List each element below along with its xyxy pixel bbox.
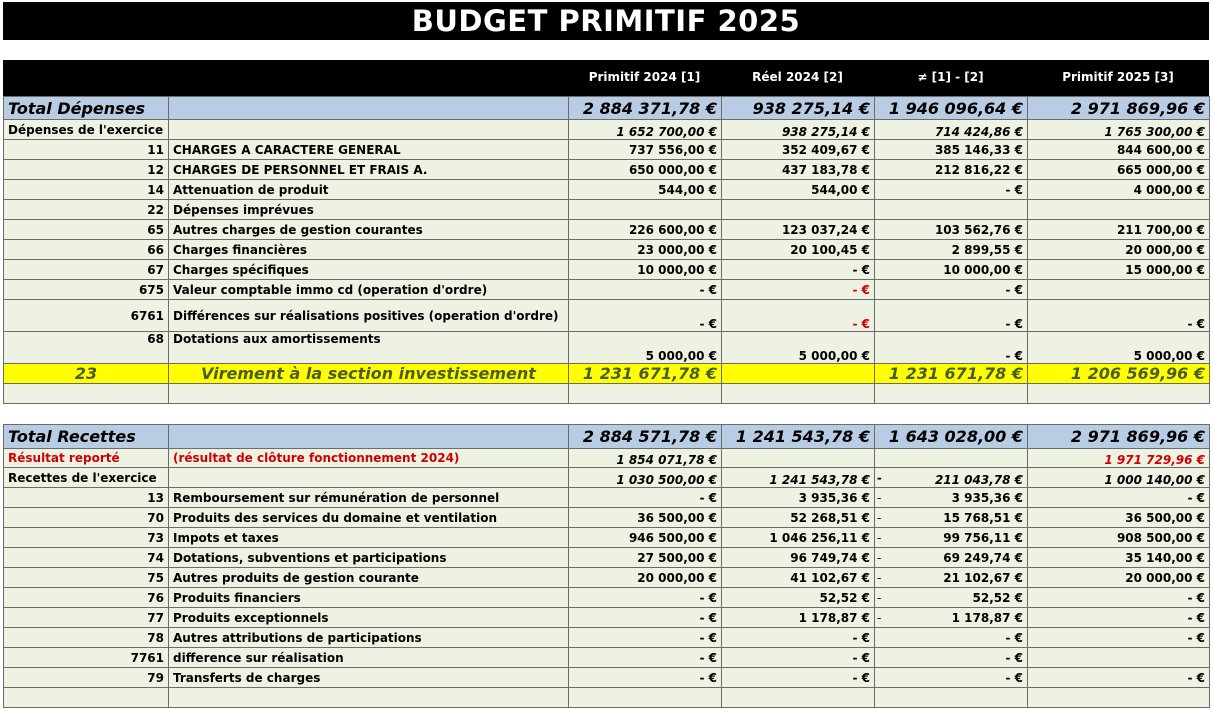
virement-reel-2024	[722, 364, 875, 384]
amount-text: 20 000,00 €	[637, 570, 717, 585]
amount-primitif-2024	[569, 548, 722, 568]
recettes-exercice-reel-2024	[722, 468, 875, 488]
amount-difference: 10 000,00 €	[875, 260, 1028, 280]
account-code: 11	[4, 140, 169, 160]
depenses-total-row	[4, 97, 1210, 120]
account-label: Différences sur réalisations positives (operation d'ordre)	[169, 300, 569, 332]
recette-row-77	[4, 608, 1210, 628]
recette-row-78	[4, 628, 1210, 648]
depense-row-65	[4, 220, 1210, 240]
amount-difference	[875, 568, 1028, 588]
amount-text: - €	[1187, 490, 1205, 505]
amount-reel-2024: 5 000,00 €	[722, 332, 875, 364]
amount-text: - €	[699, 610, 717, 625]
amount-primitif-2024: 544,00 €	[569, 180, 722, 200]
negative-marker: -	[877, 611, 882, 625]
total-depenses-primitif-2024: 2 884 371,78 €	[569, 97, 722, 120]
account-code: 68	[4, 332, 169, 364]
account-code: 78	[4, 628, 169, 648]
recette-row-79	[4, 668, 1210, 688]
col-header-reel-2024: Réel 2024 [2]	[752, 70, 843, 84]
amount-primitif-2025	[1028, 528, 1210, 548]
amount-primitif-2025: 15 000,00 €	[1028, 260, 1210, 280]
amount-text: - €	[699, 670, 717, 685]
virement-primitif-2024: 1 231 671,78 €	[569, 364, 722, 384]
amount-text: - €	[1005, 630, 1023, 645]
amount-difference	[875, 628, 1028, 648]
empty-cell	[4, 384, 169, 404]
amount-primitif-2025	[1028, 488, 1210, 508]
amount-difference: 103 562,76 €	[875, 220, 1028, 240]
account-code: 75	[4, 568, 169, 588]
account-code: 6761	[4, 300, 169, 332]
amount-text: 3 935,36 €	[798, 490, 870, 505]
amount-reel-2024: 437 183,78 €	[722, 160, 875, 180]
amount-reel-2024	[722, 528, 875, 548]
negative-marker: -	[877, 531, 882, 545]
account-label: Remboursement sur rémunération de personnel	[169, 488, 569, 508]
col-header-difference: ≠ [1] - [2]	[917, 70, 984, 84]
negative-marker: -	[877, 491, 882, 505]
amount-primitif-2024	[569, 628, 722, 648]
amount-primitif-2025	[1028, 200, 1210, 220]
amount-primitif-2024: 650 000,00 €	[569, 160, 722, 180]
amount-text: 1 046 256,11 €	[769, 530, 870, 545]
account-code: 7761	[4, 648, 169, 668]
empty-cell	[722, 384, 875, 404]
account-code: 65	[4, 220, 169, 240]
amount-primitif-2025: 665 000,00 €	[1028, 160, 1210, 180]
amount-text: 52 268,51 €	[790, 510, 870, 525]
amount-text: - €	[1187, 670, 1205, 685]
amount-reel-2024	[722, 648, 875, 668]
empty-cell	[169, 688, 569, 708]
depense-row-22	[4, 200, 1210, 220]
amount-text: 52,52 €	[972, 590, 1023, 605]
recette-row-74	[4, 548, 1210, 568]
amount-reel-2024	[722, 628, 875, 648]
total-recettes-difference: 1 643 028,00 €	[875, 425, 1028, 449]
amount-difference: 212 816,22 €	[875, 160, 1028, 180]
empty-cell	[4, 688, 169, 708]
amount-reel-2024	[722, 668, 875, 688]
amount-primitif-2025: - €	[1028, 300, 1210, 332]
amount-text: - €	[699, 630, 717, 645]
account-label: Produits exceptionnels	[169, 608, 569, 628]
amount-reel-2024	[722, 568, 875, 588]
amount-text: - €	[1187, 590, 1205, 605]
account-code: 66	[4, 240, 169, 260]
account-label: Charges financières	[169, 240, 569, 260]
account-label: difference sur réalisation	[169, 648, 569, 668]
empty-cell	[1028, 384, 1210, 404]
page-title: BUDGET PRIMITIF 2025	[3, 2, 1209, 40]
amount-difference: - €	[875, 332, 1028, 364]
negative-marker: -	[877, 551, 882, 565]
amount-difference	[875, 608, 1028, 628]
empty-cell	[569, 688, 722, 708]
amount-primitif-2024	[569, 200, 722, 220]
recette-row-13	[4, 488, 1210, 508]
account-label: Impots et taxes	[169, 528, 569, 548]
recettes-exercice-label: Recettes de l'exercice	[4, 468, 169, 488]
account-label: Autres attributions de participations	[169, 628, 569, 648]
account-label: Charges spécifiques	[169, 260, 569, 280]
amount-primitif-2024: - €	[569, 280, 722, 300]
account-code: 67	[4, 260, 169, 280]
empty-cell	[169, 120, 569, 140]
amount-text: 52,52 €	[819, 590, 870, 605]
column-header-band	[3, 60, 1209, 96]
depense-row-6761	[4, 300, 1210, 332]
depense-row-11	[4, 140, 1210, 160]
resultat-reporte-note: (résultat de clôture fonctionnement 2024)	[169, 449, 569, 468]
amount-primitif-2024	[569, 508, 722, 528]
amount-difference: - €	[875, 280, 1028, 300]
recettes-exercice-difference	[875, 468, 1028, 488]
resultat-reporte-row	[4, 449, 1210, 468]
amount-text: - €	[852, 670, 870, 685]
amount-primitif-2025	[1028, 568, 1210, 588]
negative-marker: -	[877, 511, 882, 525]
amount-text: 69 249,74 €	[943, 550, 1023, 565]
depense-row-67	[4, 260, 1210, 280]
account-label: Autres charges de gestion courantes	[169, 220, 569, 240]
depenses-exercice-difference: 714 424,86 €	[875, 120, 1028, 140]
amount-difference	[875, 488, 1028, 508]
amount-text: - €	[852, 630, 870, 645]
amount-text: 1 030 500,00 €	[616, 473, 717, 487]
depenses-exercice-label: Dépenses de l'exercice	[4, 120, 169, 140]
depense-row-68	[4, 332, 1210, 364]
amount-primitif-2025	[1028, 608, 1210, 628]
empty-cell	[569, 384, 722, 404]
amount-reel-2024	[722, 608, 875, 628]
amount-text: - €	[852, 650, 870, 665]
amount-primitif-2025: 844 600,00 €	[1028, 140, 1210, 160]
amount-reel-2024: 20 100,45 €	[722, 240, 875, 260]
amount-difference	[875, 648, 1028, 668]
account-code: 73	[4, 528, 169, 548]
amount-primitif-2024: 5 000,00 €	[569, 332, 722, 364]
virement-difference: 1 231 671,78 €	[875, 364, 1028, 384]
depenses-exercice-primitif-2024: 1 652 700,00 €	[569, 120, 722, 140]
recettes-exercice-primitif-2025	[1028, 468, 1210, 488]
virement-row	[4, 364, 1210, 384]
account-code: 12	[4, 160, 169, 180]
total-recettes-label: Total Recettes	[4, 425, 169, 449]
amount-primitif-2025	[1028, 668, 1210, 688]
amount-text: - €	[699, 650, 717, 665]
account-code: 14	[4, 180, 169, 200]
amount-reel-2024: - €	[722, 280, 875, 300]
amount-primitif-2025: 211 700,00 €	[1028, 220, 1210, 240]
amount-difference	[875, 528, 1028, 548]
empty-cell	[169, 384, 569, 404]
amount-text: 1 178,87 €	[951, 610, 1023, 625]
amount-primitif-2025	[1028, 628, 1210, 648]
recette-row-76	[4, 588, 1210, 608]
account-code: 675	[4, 280, 169, 300]
depenses-exercice-reel-2024: 938 275,14 €	[722, 120, 875, 140]
empty-row	[4, 688, 1210, 708]
amount-reel-2024	[722, 588, 875, 608]
account-code: 13	[4, 488, 169, 508]
account-label: Transferts de charges	[169, 668, 569, 688]
amount-primitif-2025	[1028, 588, 1210, 608]
amount-primitif-2025: 20 000,00 €	[1028, 240, 1210, 260]
amount-primitif-2025: 5 000,00 €	[1028, 332, 1210, 364]
amount-reel-2024	[722, 548, 875, 568]
amount-primitif-2024: 10 000,00 €	[569, 260, 722, 280]
amount-primitif-2024: 226 600,00 €	[569, 220, 722, 240]
amount-text: 946 500,00 €	[628, 530, 717, 545]
account-label: Valeur comptable immo cd (operation d'ordre)	[169, 280, 569, 300]
total-depenses-primitif-2025: 2 971 869,96 €	[1028, 97, 1210, 120]
total-recettes-primitif-2025: 2 971 869,96 €	[1028, 425, 1210, 449]
depense-row-675	[4, 280, 1210, 300]
amount-difference: - €	[875, 300, 1028, 332]
resultat-reporte-difference	[875, 449, 1028, 468]
amount-text: 99 756,11 €	[943, 530, 1023, 545]
resultat-reporte-label: Résultat reporté	[4, 449, 169, 468]
recettes-total-row	[4, 425, 1210, 449]
amount-primitif-2024	[569, 528, 722, 548]
depenses-exercice-row	[4, 120, 1210, 140]
empty-cell	[875, 688, 1028, 708]
virement-label: Virement à la section investissement	[169, 364, 569, 384]
amount-text: 3 935,36 €	[951, 490, 1023, 505]
total-recettes-reel-2024: 1 241 543,78 €	[722, 425, 875, 449]
account-label: Autres produits de gestion courante	[169, 568, 569, 588]
resultat-reporte-primitif-2025: 1 971 729,96 €	[1028, 449, 1210, 468]
amount-primitif-2025: 4 000,00 €	[1028, 180, 1210, 200]
empty-row	[4, 384, 1210, 404]
total-depenses-difference: 1 946 096,64 €	[875, 97, 1028, 120]
amount-difference	[875, 668, 1028, 688]
total-recettes-primitif-2024: 2 884 571,78 €	[569, 425, 722, 449]
resultat-reporte-reel-2024	[722, 449, 875, 468]
amount-primitif-2025	[1028, 648, 1210, 668]
amount-reel-2024: 352 409,67 €	[722, 140, 875, 160]
amount-primitif-2024	[569, 568, 722, 588]
account-code: 77	[4, 608, 169, 628]
amount-difference: - €	[875, 180, 1028, 200]
empty-cell	[1028, 688, 1210, 708]
amount-text: - €	[1187, 630, 1205, 645]
depense-row-66	[4, 240, 1210, 260]
total-depenses-label: Total Dépenses	[4, 97, 169, 120]
account-label: Dotations, subventions et participations	[169, 548, 569, 568]
account-code: 74	[4, 548, 169, 568]
amount-primitif-2024	[569, 668, 722, 688]
amount-difference	[875, 508, 1028, 528]
empty-cell	[169, 97, 569, 120]
empty-cell	[875, 384, 1028, 404]
amount-reel-2024: 544,00 €	[722, 180, 875, 200]
amount-reel-2024	[722, 508, 875, 528]
recettes-exercice-primitif-2024	[569, 468, 722, 488]
recettes-exercice-row	[4, 468, 1210, 488]
col-header-primitif-2025: Primitif 2025 [3]	[1062, 70, 1174, 84]
negative-marker: -	[877, 571, 882, 585]
amount-text: 21 102,67 €	[943, 570, 1023, 585]
negative-marker: -	[877, 471, 882, 485]
empty-cell	[169, 468, 569, 488]
recettes-table	[3, 424, 1210, 708]
account-label: CHARGES DE PERSONNEL ET FRAIS A.	[169, 160, 569, 180]
amount-text: 1 178,87 €	[798, 610, 870, 625]
amount-primitif-2024: 23 000,00 €	[569, 240, 722, 260]
account-code: 79	[4, 668, 169, 688]
amount-text: 1 241 543,78 €	[769, 473, 870, 487]
depense-row-12	[4, 160, 1210, 180]
recette-row-73	[4, 528, 1210, 548]
account-code: 22	[4, 200, 169, 220]
empty-cell	[722, 688, 875, 708]
amount-primitif-2025	[1028, 548, 1210, 568]
amount-reel-2024: 123 037,24 €	[722, 220, 875, 240]
amount-text: 36 500,00 €	[637, 510, 717, 525]
amount-difference	[875, 200, 1028, 220]
amount-difference: 385 146,33 €	[875, 140, 1028, 160]
depenses-exercice-primitif-2025: 1 765 300,00 €	[1028, 120, 1210, 140]
amount-primitif-2024: - €	[569, 300, 722, 332]
empty-cell	[169, 425, 569, 449]
account-label: Produits des services du domaine et ventilation	[169, 508, 569, 528]
amount-primitif-2025	[1028, 280, 1210, 300]
amount-text: 41 102,67 €	[790, 570, 870, 585]
amount-text: 36 500,00 €	[1125, 510, 1205, 525]
account-label: Dotations aux amortissements	[169, 332, 569, 364]
amount-text: 15 768,51 €	[943, 510, 1023, 525]
amount-text: 908 500,00 €	[1116, 530, 1205, 545]
amount-difference	[875, 548, 1028, 568]
recette-row-75	[4, 568, 1210, 588]
amount-text: - €	[699, 490, 717, 505]
account-code: 76	[4, 588, 169, 608]
amount-text: - €	[699, 590, 717, 605]
amount-difference: 2 899,55 €	[875, 240, 1028, 260]
depense-row-14	[4, 180, 1210, 200]
resultat-reporte-primitif-2024: 1 854 071,78 €	[569, 449, 722, 468]
total-depenses-reel-2024: 938 275,14 €	[722, 97, 875, 120]
account-label: CHARGES A CARACTERE GENERAL	[169, 140, 569, 160]
depenses-table	[3, 96, 1210, 404]
amount-text: 27 500,00 €	[637, 550, 717, 565]
amount-text: - €	[1005, 670, 1023, 685]
account-label: Dépenses imprévues	[169, 200, 569, 220]
amount-text: 35 140,00 €	[1125, 550, 1205, 565]
amount-reel-2024: - €	[722, 300, 875, 332]
amount-text: - €	[1187, 610, 1205, 625]
amount-primitif-2024	[569, 648, 722, 668]
recette-row-7761	[4, 648, 1210, 668]
amount-primitif-2024: 737 556,00 €	[569, 140, 722, 160]
virement-code: 23	[4, 364, 169, 384]
col-header-primitif-2024: Primitif 2024 [1]	[588, 70, 701, 84]
account-label: Attenuation de produit	[169, 180, 569, 200]
recette-row-70	[4, 508, 1210, 528]
negative-marker: -	[877, 591, 882, 605]
amount-reel-2024: - €	[722, 260, 875, 280]
amount-text: - €	[1005, 650, 1023, 665]
amount-text: 1 000 140,00 €	[1104, 473, 1205, 487]
amount-text: 96 749,74 €	[790, 550, 870, 565]
virement-primitif-2025: 1 206 569,96 €	[1028, 364, 1210, 384]
amount-primitif-2024	[569, 608, 722, 628]
amount-primitif-2024	[569, 588, 722, 608]
amount-text: 20 000,00 €	[1125, 570, 1205, 585]
amount-text: 211 043,78 €	[934, 473, 1023, 487]
amount-primitif-2025	[1028, 508, 1210, 528]
amount-difference	[875, 588, 1028, 608]
amount-reel-2024	[722, 488, 875, 508]
amount-reel-2024	[722, 200, 875, 220]
amount-primitif-2024	[569, 488, 722, 508]
account-code: 70	[4, 508, 169, 528]
account-label: Produits financiers	[169, 588, 569, 608]
